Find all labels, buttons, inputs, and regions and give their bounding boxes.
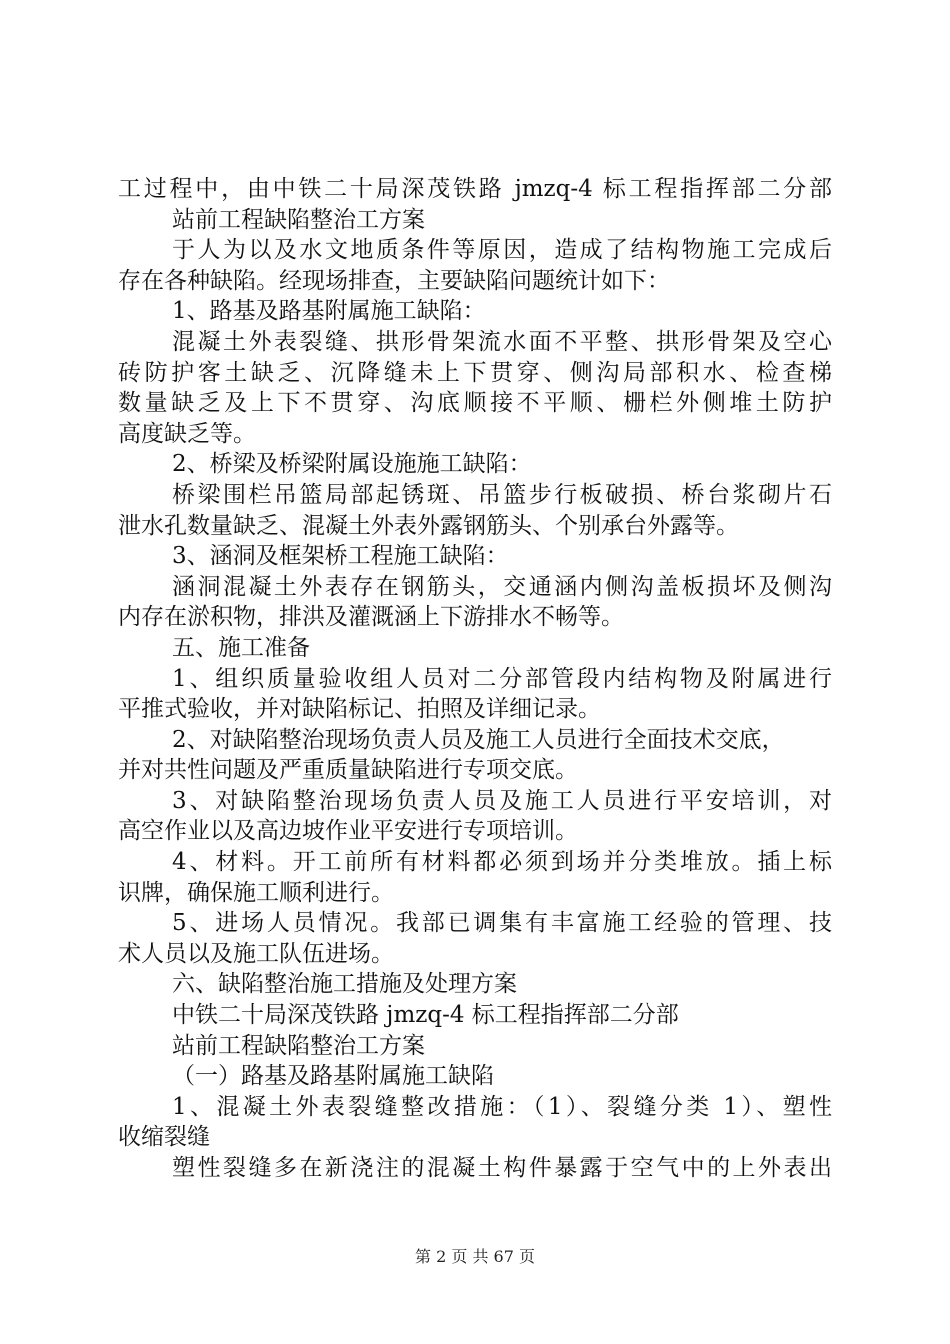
text-line: 1、混凝土外表裂缝整改措施：（1）、裂缝分类 1）、塑性 xyxy=(172,1093,832,1120)
text-line: 塑性裂缝多在新浇注的混凝土构件暴露于空气中的上外表出 xyxy=(172,1155,832,1181)
text-line: 涵洞混凝土外表存在钢筋头，交通涵内侧沟盖板损坏及侧沟 xyxy=(172,573,832,600)
text-line: 平推式验收，并对缺陷标记、拍照及详细记录。 xyxy=(118,696,601,723)
text-line: 收缩裂缝 xyxy=(118,1124,210,1151)
text-line: 高度缺乏等。 xyxy=(118,420,256,447)
text-line: 存在各种缺陷。经现场排查，主要缺陷问题统计如下： xyxy=(118,267,670,294)
text-line: 中铁二十局深茂铁路 jmzq-4 标工程指挥部二分部 xyxy=(172,1002,679,1029)
text-line: 高空作业以及高边坡作业平安进行专项培训。 xyxy=(118,818,578,845)
text-line: 桥梁围栏吊篮局部起锈斑、吊篮步行板破损、桥台浆砌片石 xyxy=(172,481,832,508)
text-line: 2、对缺陷整治现场负责人员及施工人员进行全面技术交底， xyxy=(172,726,785,753)
section-heading: 2、桥梁及桥梁附属设施施工缺陷： xyxy=(172,451,532,478)
page-footer: 第 2 页 共 67 页 xyxy=(415,1247,535,1266)
chapter-heading: 五、施工准备 xyxy=(172,634,310,661)
chapter-heading: 六、缺陷整治施工措施及处理方案 xyxy=(172,971,517,998)
text-line: 内存在淤积物，排洪及灌溉涵上下游排水不畅等。 xyxy=(118,604,624,631)
text-line: 5、进场人员情况。我部已调集有丰富施工经验的管理、技 xyxy=(172,910,832,937)
text-line: 并对共性问题及严重质量缺陷进行专项交底。 xyxy=(118,757,578,784)
text-line: 站前工程缺陷整治工方案 xyxy=(172,1032,425,1059)
document-body xyxy=(118,174,838,1184)
text-line: 于人为以及水文地质条件等原因，造成了结构物施工完成后 xyxy=(172,237,832,264)
section-heading: 3、涵洞及框架桥工程施工缺陷： xyxy=(172,543,509,570)
text-line: 术人员以及施工队伍进场。 xyxy=(118,940,394,967)
text-line: 1、组织质量验收组人员对二分部管段内结构物及附属进行 xyxy=(172,665,832,692)
text-line: 站前工程缺陷整治工方案 xyxy=(172,206,425,233)
text-line: 泄水孔数量缺乏、混凝土外表外露钢筋头、个别承台外露等。 xyxy=(118,512,739,539)
text-line: 混凝土外表裂缝、拱形骨架流水面不平整、拱形骨架及空心 xyxy=(172,328,832,355)
section-heading: 1、路基及路基附属施工缺陷： xyxy=(172,298,486,325)
text-line: 识牌，确保施工顺利进行。 xyxy=(118,879,394,906)
text-line: 3、对缺陷整治现场负责人员及施工人员进行平安培训，对 xyxy=(172,787,832,814)
text-line: 4、材料。开工前所有材料都必须到场并分类堆放。插上标 xyxy=(172,849,832,876)
section-heading: （一）路基及路基附属施工缺陷 xyxy=(172,1063,494,1090)
text-line: 工过程中，由中铁二十局深茂铁路 jmzq-4 标工程指挥部二分部 xyxy=(118,176,832,202)
text-line: 数量缺乏及上下不贯穿、沟底顺接不平顺、栅栏外侧堆土防护 xyxy=(118,390,832,417)
text-line: 砖防护客土缺乏、沉降缝未上下贯穿、侧沟局部积水、检查梯 xyxy=(118,359,832,386)
